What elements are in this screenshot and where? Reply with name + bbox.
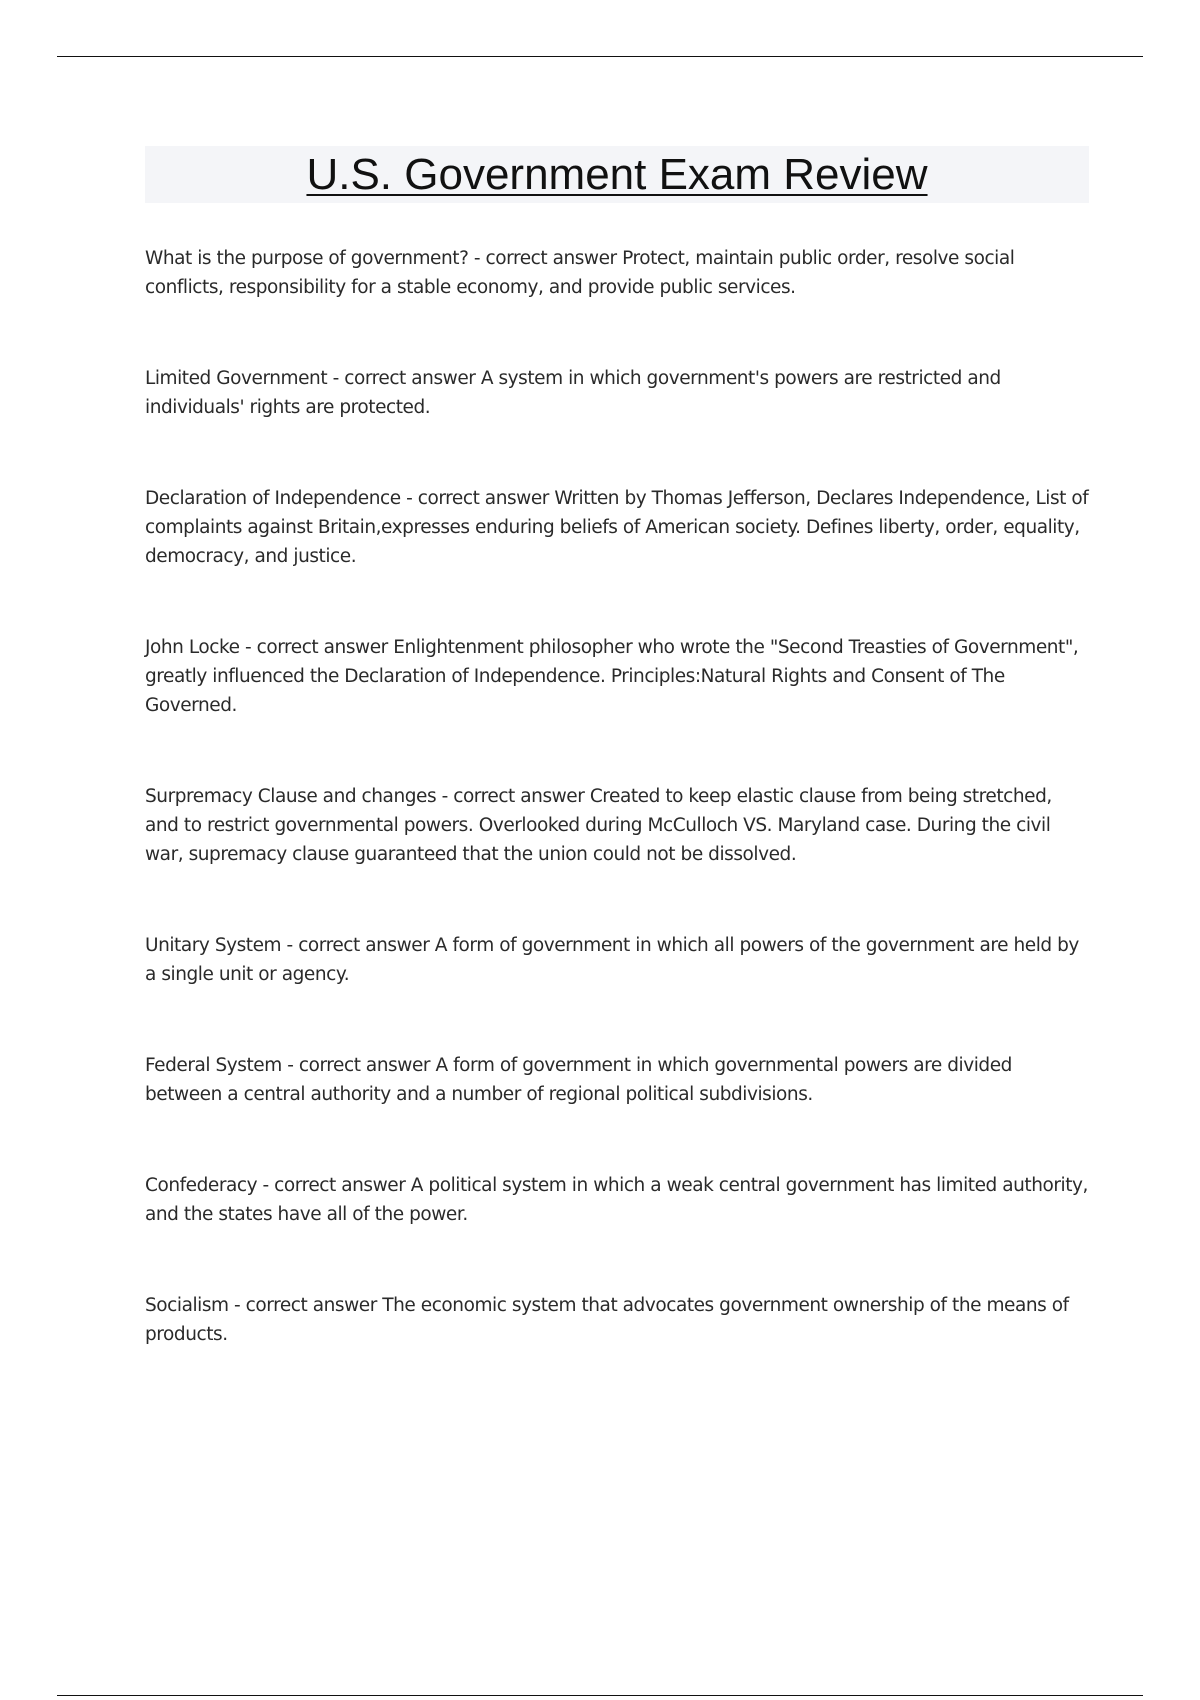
bottom-rule [57,1695,1143,1696]
title-band [145,146,1089,203]
qa-entry-socialism: Socialism - correct answer The economic system that advocates government ownership of the means of products. [145,1295,1069,1345]
page-title: U.S. Government Exam Review [306,149,928,199]
qa-entry-unitary-system: Unitary System - correct answer A form of government in which all powers of the government are held by a single unit or agency. [145,935,1079,985]
qa-entry-limited-government: Limited Government - correct answer A system in which government's powers are restricted and individuals' rights are protected. [145,368,1001,418]
qa-entry-purpose-of-government: What is the purpose of government? - correct answer Protect, maintain public order, resolve social conflicts, responsibility for a stable economy, and provide public services. [145,248,1015,298]
top-rule [57,56,1143,57]
qa-entry-supremacy-clause: Surpremacy Clause and changes - correct answer Created to keep elastic clause from being stretched, and to restrict governmental powers. Overlooked during McCulloch VS. Maryland case. During the civil war, supremacy clause guaranteed that the union could not be dissolved. [145,786,1052,865]
qa-entry-federal-system: Federal System - correct answer A form of government in which governmental powers are divided between a central authority and a number of regional political subdivisions. [145,1055,1012,1105]
qa-entry-confederacy: Confederacy - correct answer A political system in which a weak central government has limited authority, and the states have all of the power. [145,1175,1088,1225]
qa-entry-declaration-of-independence: Declaration of Independence - correct answer Written by Thomas Jefferson, Declares Independence, List of complaints against Britain,expresses enduring beliefs of American society. Defines liberty, order, equality, democracy, and justice. [145,488,1089,567]
qa-entry-john-locke: John Locke - correct answer Enlightenment philosopher who wrote the "Second Treasties of Government", greatly influenced the Declaration of Independence. Principles:Natural Rights and Consent of The Governed. [145,637,1079,716]
